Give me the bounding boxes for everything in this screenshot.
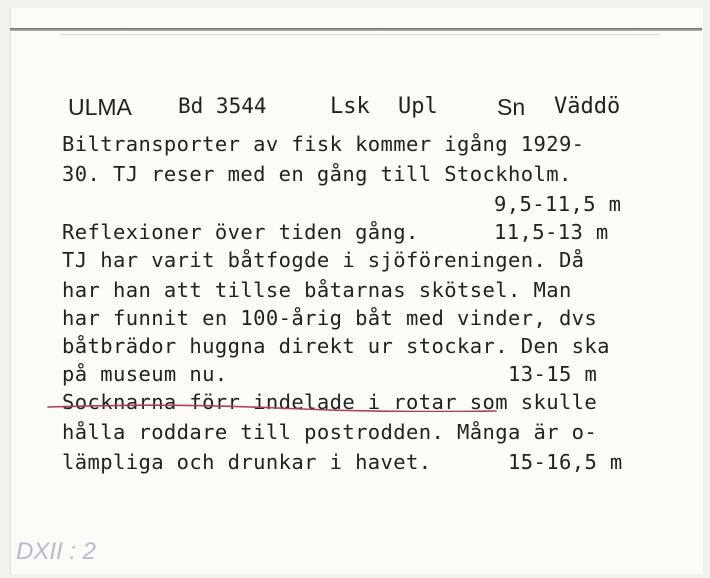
text-line-3: Reflexioner över tiden gång. (62, 220, 419, 244)
header-upl: Upl (398, 94, 438, 119)
pencil-archive-mark: DXII : 2 (16, 538, 97, 565)
header-name: ULMA (68, 94, 132, 120)
card-top-rule (10, 28, 702, 31)
text-line-2: 30. TJ reser med en gång till Stockholm. (62, 162, 572, 186)
timestamp-2: 11,5-13 m (494, 220, 609, 244)
text-line-4: TJ har varit båtfogde i sjöföreningen. Då (62, 248, 585, 272)
timestamp-4: 15-16,5 m (508, 450, 623, 474)
text-line-9: Socknarna förr indelade i rotar som skulle (62, 390, 598, 414)
card-top-rule-faint (60, 34, 660, 35)
text-line-5: har han att tillse båtarnas skötsel. Man (62, 278, 572, 302)
text-line-11: lämpliga och drunkar i havet. (62, 450, 432, 474)
text-line-6: har funnit en 100-årig båt med vinder, dvs (62, 306, 598, 330)
text-line-10: hålla roddare till postrodden. Många är o- (62, 420, 598, 444)
red-pen-underline (46, 402, 498, 412)
text-line-1: Biltransporter av fisk kommer igång 1929- (62, 132, 585, 156)
header-sn: Sn (497, 94, 526, 120)
header-lsk: Lsk (330, 94, 370, 119)
timestamp-3: 13-15 m (508, 362, 598, 386)
header-place: Väddö (554, 94, 621, 119)
text-line-8: på museum nu. (62, 362, 228, 386)
text-line-7: båtbrädor huggna direkt ur stockar. Den ska (62, 334, 610, 358)
header-ref: Bd 3544 (178, 94, 267, 118)
timestamp-1: 9,5-11,5 m (494, 192, 622, 216)
